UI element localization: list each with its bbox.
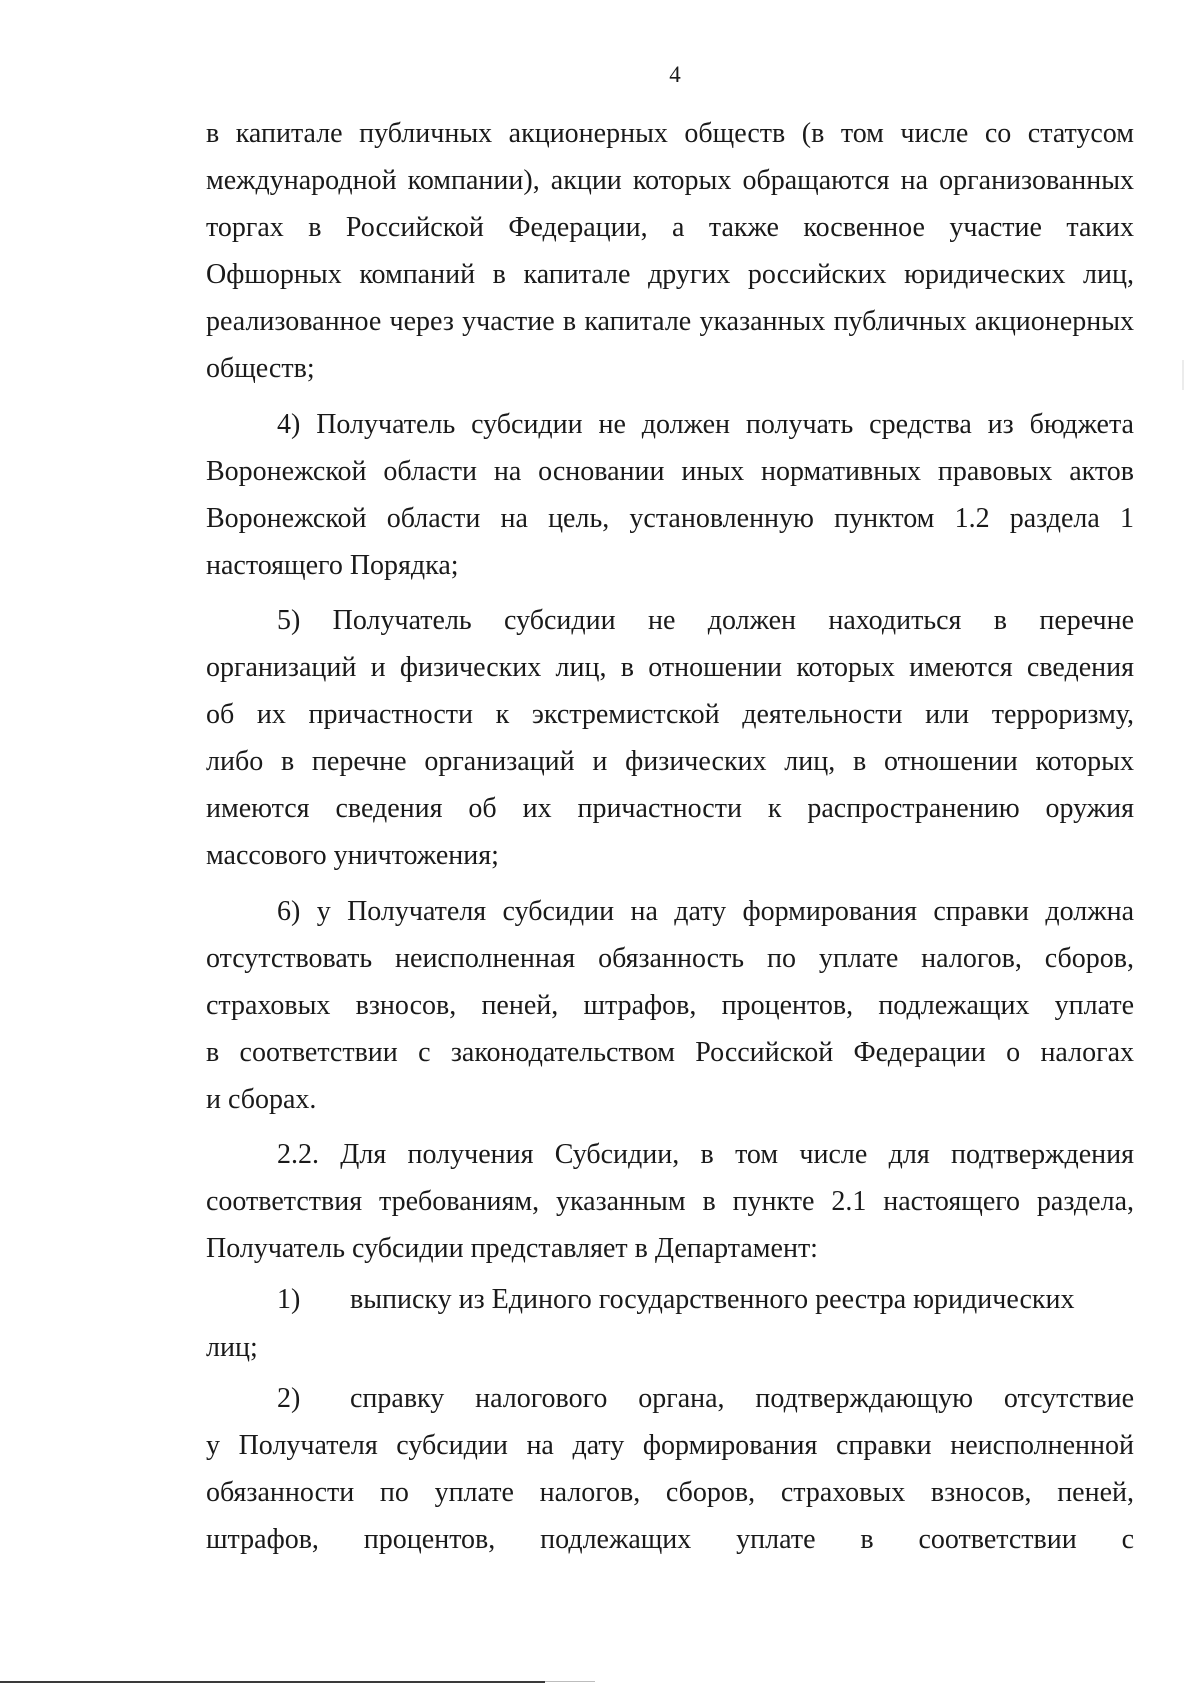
text-line: штрафов, процентов, подлежащих уплате в соответствии с [206,1524,1134,1555]
text-line: Офшорных компаний в капитале других российских юридических лиц, [206,259,1134,290]
text-line: в соответствии с законодательством Российской Федерации о налогах [206,1037,1134,1068]
text-line: либо в перечне организаций и физических лиц, в отношении которых [206,746,1134,777]
page-bottom-edge-faint [545,1681,595,1682]
text-line: организаций и физических лиц, в отношении которых имеются сведения [206,652,1134,683]
text-line: международной компании), акции которых обращаются на организованных [206,165,1134,196]
text-line: страховых взносов, пеней, штрафов, процентов, подлежащих уплате [206,990,1134,1021]
text-line: торгах в Российской Федерации, а также косвенное участие таких [206,212,1134,243]
text-line: обязанности по уплате налогов, сборов, страховых взносов, пеней, [206,1477,1134,1508]
text-line: 6) у Получателя субсидии на дату формирования справки должна [277,896,1134,927]
page-number: 4 [669,62,681,87]
text-line: выписку из Единого государственного реестра юридических [350,1284,1075,1315]
text-line: 4) Получатель субсидии не должен получать средства из бюджета [277,409,1134,440]
text-line: настоящего Порядка; [206,550,459,581]
text-line: реализованное через участие в капитале указанных публичных акционерных [206,306,1134,337]
text-line: в капитале публичных акционерных обществ (в том числе со статусом [206,118,1134,149]
list-number: 1) [277,1284,301,1315]
text-line: массового уничтожения; [206,840,499,871]
text-line: отсутствовать неисполненная обязанность по уплате налогов, сборов, [206,943,1134,974]
list-number: 2) [277,1383,301,1414]
text-line: справку налогового органа, подтверждающую отсутствие [350,1383,1134,1414]
text-line: Воронежской области на цель, установленную пунктом 1.2 раздела 1 [206,503,1134,534]
text-line: имеются сведения об их причастности к распространению оружия [206,793,1134,824]
text-line: Воронежской области на основании иных нормативных правовых актов [206,456,1134,487]
text-line: соответствия требованиям, указанным в пункте 2.1 настоящего раздела, [206,1186,1134,1217]
text-line: лиц; [206,1332,258,1363]
text-line: у Получателя субсидии на дату формирования справки неисполненной [206,1430,1134,1461]
scan-artifact [1182,360,1184,390]
page-bottom-edge [0,1681,545,1683]
text-line: обществ; [206,353,315,384]
text-line: 2.2. Для получения Субсидии, в том числе для подтверждения [277,1139,1134,1170]
text-line: Получатель субсидии представляет в Департамент: [206,1233,818,1264]
text-line: об их причастности к экстремистской деятельности или терроризму, [206,699,1134,730]
text-line: и сборах. [206,1084,317,1115]
text-line: 5) Получатель субсидии не должен находиться в перечне [277,605,1134,636]
